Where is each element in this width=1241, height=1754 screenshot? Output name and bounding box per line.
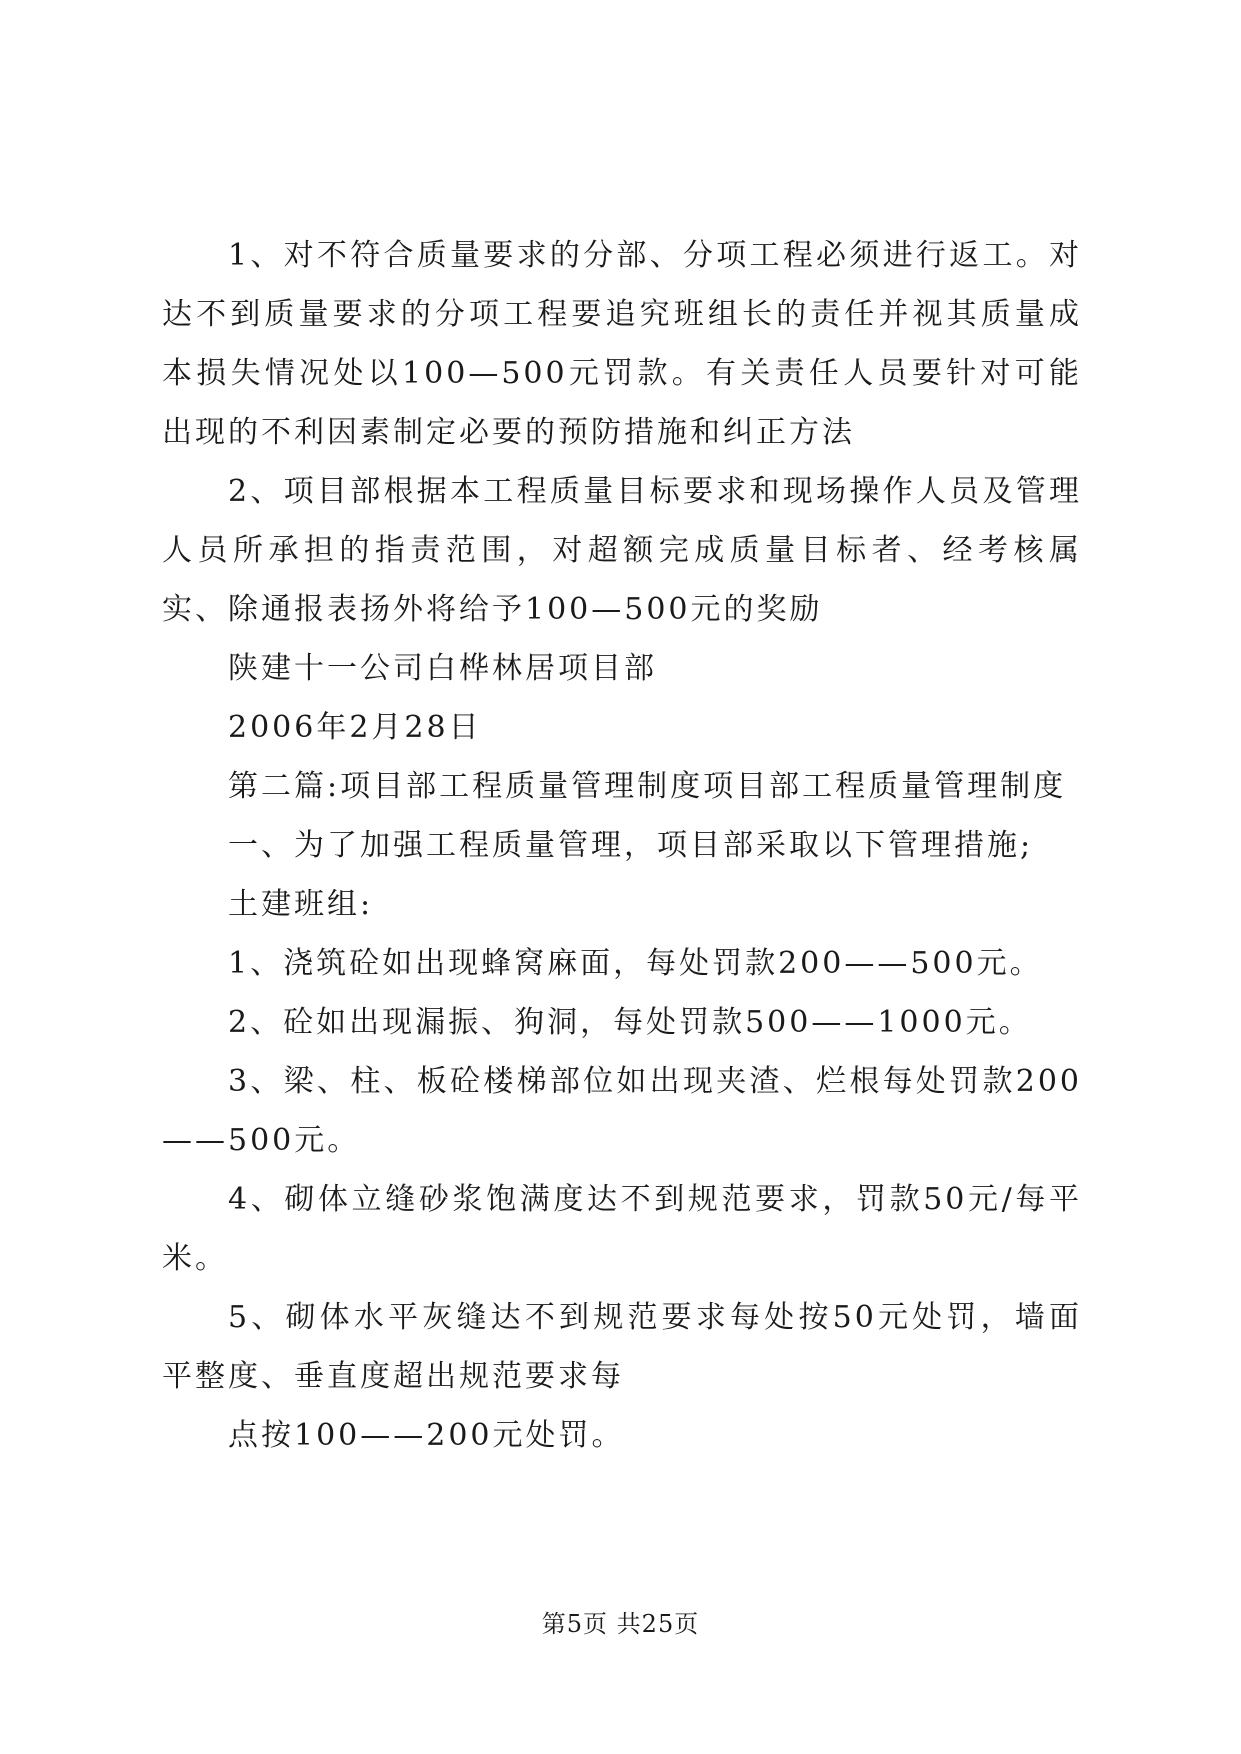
paragraph-reward: 2、项目部根据本工程质量目标要求和现场操作人员及管理人员所承担的指责范围，对超额完成质量目标者、经考核属实、除通报表扬外将给予100—500元的奖励 <box>162 474 1082 627</box>
rule-item-continuation: 点按100——200元处罚。 <box>228 1418 625 1453</box>
paragraph-rework-penalty: 1、对不符合质量要求的分部、分项工程必须进行返工。对达不到质量要求的分项工程要追究班组长的责任并视其质量成本损失情况处以100—500元罚款。有关责任人员要针对可能出现的不利因素制定必要的预防措施和纠正方法 <box>162 238 1082 450</box>
subsection-heading: 土建班组: <box>228 887 374 922</box>
signature-organization: 陕建十一公司白桦林居项目部 <box>228 651 657 686</box>
page-number-footer: 第5页 共25页 <box>541 1610 700 1638</box>
rule-item: 2、砼如出现漏振、狗洞，每处罚款500——1000元。 <box>228 1005 1032 1040</box>
rule-item: 1、浇筑砼如出现蜂窝麻面，每处罚款200——500元。 <box>228 946 1043 981</box>
signature-date: 2006年2月28日 <box>228 710 482 745</box>
section-intro: 一、为了加强工程质量管理，项目部采取以下管理措施; <box>228 828 1034 863</box>
section-title: 第二篇:项目部工程质量管理制度项目部工程质量管理制度 <box>228 769 1067 804</box>
rule-item: 5、砌体水平灰缝达不到规范要求每处按50元处罚，墙面平整度、垂直度超出规范要求每 <box>162 1300 1082 1394</box>
rule-item: 3、梁、柱、板砼楼梯部位如出现夹渣、烂根每处罚款200——500元。 <box>162 1064 1082 1158</box>
rule-item: 4、砌体立缝砂浆饱满度达不到规范要求，罚款50元/每平米。 <box>162 1182 1082 1276</box>
document-body <box>162 226 1082 1465</box>
